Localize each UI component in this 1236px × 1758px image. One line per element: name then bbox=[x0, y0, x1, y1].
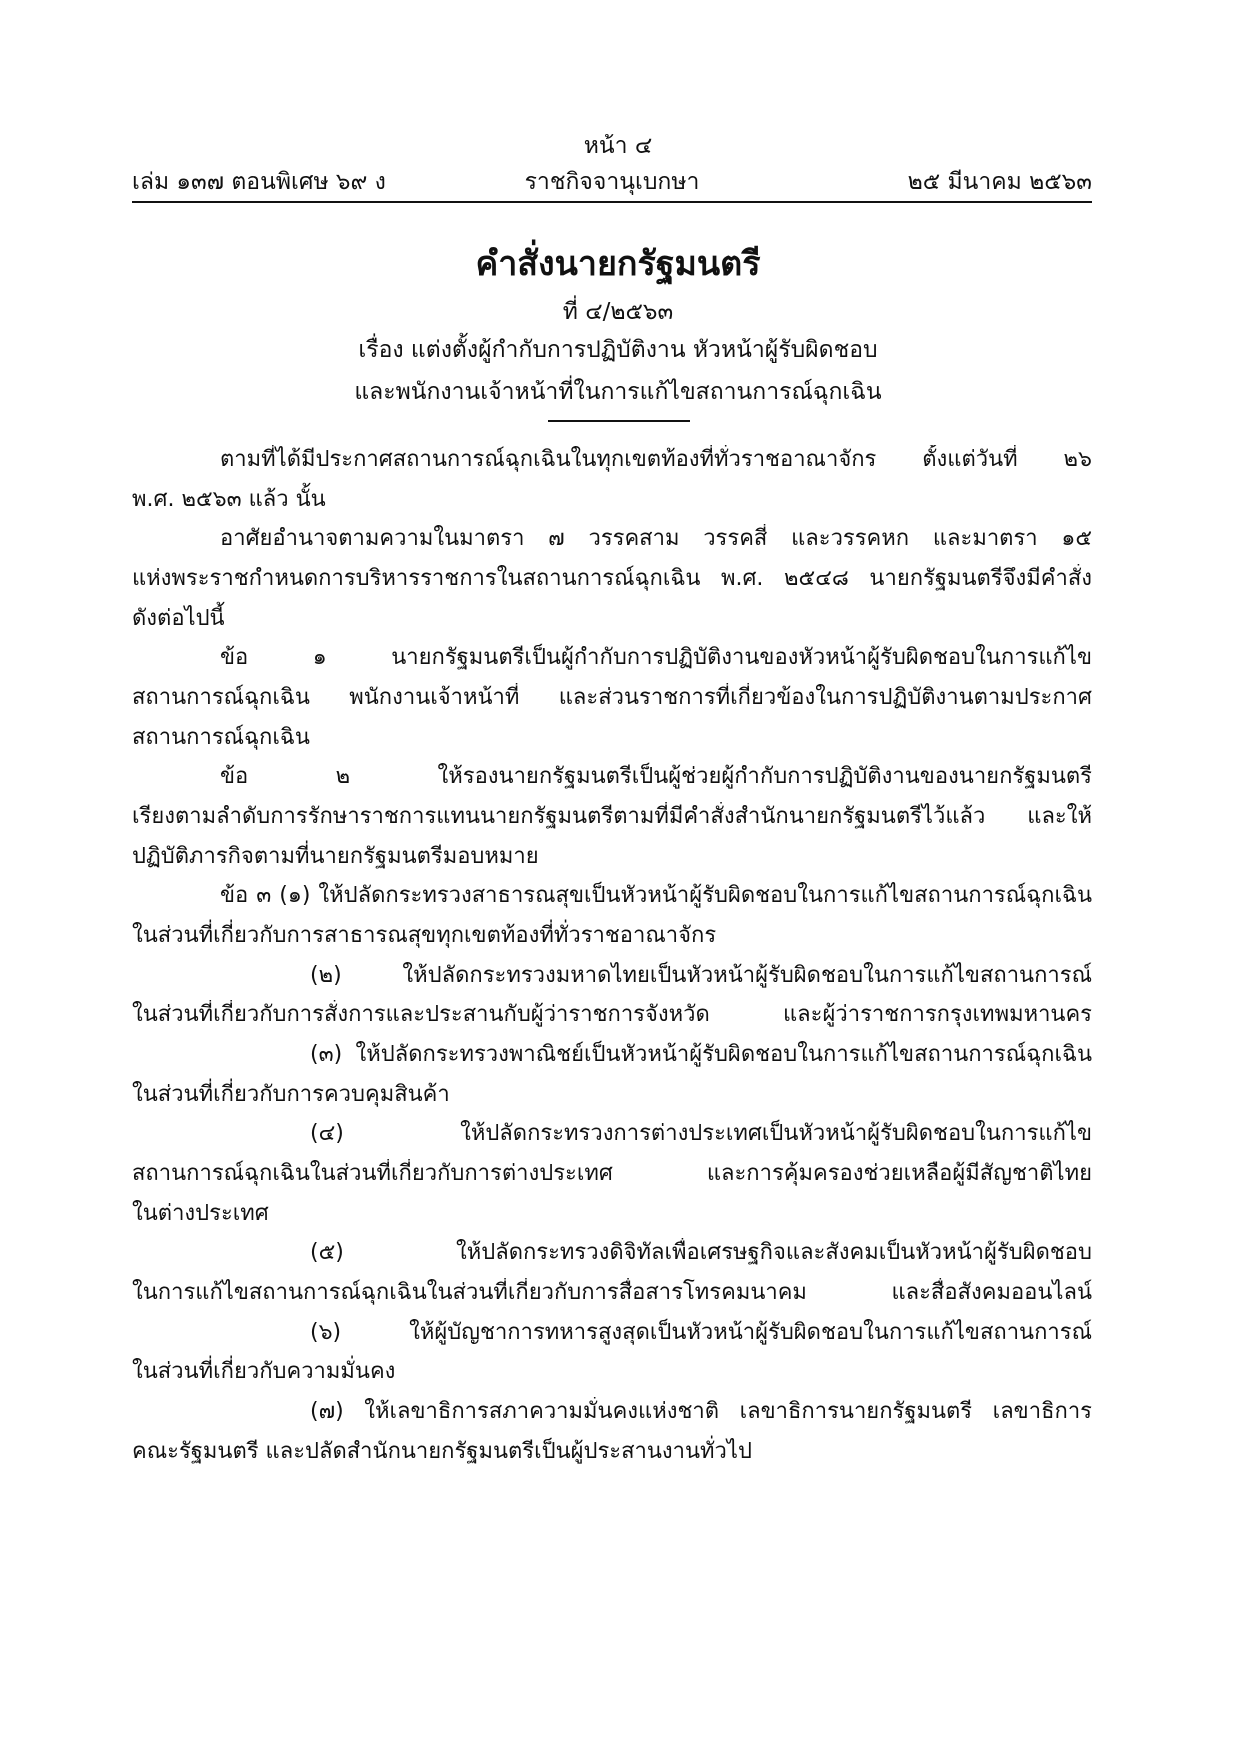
document-title: คำสั่งนายกรัฐมนตรี bbox=[475, 244, 761, 284]
gazette-name: ราชกิจจานุเบกษา bbox=[524, 169, 700, 195]
paragraph-line: ในส่วนที่เกี่ยวกับการสั่งการและประสานกับผู้ว่าราชการจังหวัด และผู้ว่าราชการกรุงเทพมหานคร bbox=[132, 1002, 1092, 1027]
publication-date: ๒๕ มีนาคม ๒๕๖๓ bbox=[907, 169, 1092, 195]
subject-line: เรื่อง แต่งตั้งผู้กำกับการปฏิบัติงาน หัวหน้าผู้รับผิดชอบ bbox=[358, 337, 878, 363]
paragraph-line: เรียงตามลำดับการรักษาราชการแทนนายกรัฐมนตรีตามที่มีคำสั่งสำนักนายกรัฐมนตรีไว้แล้ว และให้ bbox=[132, 804, 1092, 829]
paragraph-line: คณะรัฐมนตรี และปลัดสำนักนายกรัฐมนตรีเป็นผู้ประสานงานทั่วไป bbox=[132, 1439, 752, 1464]
title-divider bbox=[548, 420, 690, 422]
paragraph-line: พ.ศ. ๒๕๖๓ แล้ว นั้น bbox=[132, 487, 326, 512]
volume-info: เล่ม ๑๓๗ ตอนพิเศษ ๖๙ ง bbox=[132, 169, 386, 195]
paragraph-line: ข้อ ๑ นายกรัฐมนตรีเป็นผู้กำกับการปฏิบัติงานของหัวหน้าผู้รับผิดชอบในการแก้ไข bbox=[220, 645, 1092, 670]
subject-line: และพนักงานเจ้าหน้าที่ในการแก้ไขสถานการณ์ฉุกเฉิน bbox=[354, 379, 882, 405]
paragraph-line: ในส่วนที่เกี่ยวกับการควบคุมสินค้า bbox=[132, 1082, 450, 1107]
paragraph-line: (๖) ให้ผู้บัญชาการทหารสูงสุดเป็นหัวหน้าผู้รับผิดชอบในการแก้ไขสถานการณ์ bbox=[310, 1320, 1092, 1345]
paragraph-line: อาศัยอำนาจตามความในมาตรา ๗ วรรคสาม วรรคสี่ และวรรคหก และมาตรา ๑๕ bbox=[220, 526, 1092, 551]
paragraph-line: (๔) ให้ปลัดกระทรวงการต่างประเทศเป็นหัวหน้าผู้รับผิดชอบในการแก้ไข bbox=[310, 1121, 1092, 1146]
paragraph-line: สถานการณ์ฉุกเฉิน bbox=[132, 725, 310, 750]
paragraph-line: แห่งพระราชกำหนดการบริหารราชการในสถานการณ์ฉุกเฉิน พ.ศ. ๒๕๔๘ นายกรัฐมนตรีจึงมีคำสั่ง bbox=[132, 566, 1092, 591]
paragraph-line: (๕) ให้ปลัดกระทรวงดิจิทัลเพื่อเศรษฐกิจและสังคมเป็นหัวหน้าผู้รับผิดชอบ bbox=[310, 1240, 1092, 1265]
paragraph-line: ในส่วนที่เกี่ยวกับความมั่นคง bbox=[132, 1359, 396, 1384]
paragraph-line: (๓) ให้ปลัดกระทรวงพาณิชย์เป็นหัวหน้าผู้รับผิดชอบในการแก้ไขสถานการณ์ฉุกเฉิน bbox=[310, 1042, 1092, 1067]
paragraph-line: ข้อ ๓ (๑) ให้ปลัดกระทรวงสาธารณสุขเป็นหัวหน้าผู้รับผิดชอบในการแก้ไขสถานการณ์ฉุกเฉิน bbox=[220, 883, 1092, 908]
paragraph-line: ดังต่อไปนี้ bbox=[132, 606, 225, 631]
gazette-header bbox=[132, 164, 1092, 194]
paragraph-line: สถานการณ์ฉุกเฉินในส่วนที่เกี่ยวกับการต่างประเทศ และการคุ้มครองช่วยเหลือผู้มีสัญชาติไทย bbox=[132, 1161, 1092, 1186]
paragraph-line: ในส่วนที่เกี่ยวกับการสาธารณสุขทุกเขตท้องที่ทั่วราชอาณาจักร bbox=[132, 923, 717, 948]
paragraph-line: ตามที่ได้มีประกาศสถานการณ์ฉุกเฉินในทุกเขตท้องที่ทั่วราชอาณาจักร ตั้งแต่วันที่ ๒๖ bbox=[220, 447, 1092, 472]
header-divider bbox=[132, 201, 1092, 203]
paragraph-line: ในการแก้ไขสถานการณ์ฉุกเฉินในส่วนที่เกี่ยวกับการสื่อสารโทรคมนาคม และสื่อสังคมออนไลน์ bbox=[132, 1280, 1092, 1305]
paragraph-line: ข้อ ๒ ให้รองนายกรัฐมนตรีเป็นผู้ช่วยผู้กำกับการปฏิบัติงานของนายกรัฐมนตรี bbox=[220, 764, 1092, 789]
paragraph-line: (๗) ให้เลขาธิการสภาความมั่นคงแห่งชาติ เลขาธิการนายกรัฐมนตรี เลขาธิการ bbox=[310, 1399, 1092, 1424]
paragraph-line: (๒) ให้ปลัดกระทรวงมหาดไทยเป็นหัวหน้าผู้รับผิดชอบในการแก้ไขสถานการณ์ bbox=[310, 963, 1092, 988]
order-number: ที่ ๔/๒๕๖๓ bbox=[562, 299, 674, 325]
paragraph-line: สถานการณ์ฉุกเฉิน พนักงานเจ้าหน้าที่ และส่วนราชการที่เกี่ยวข้องในการปฏิบัติงานตามประกาศ bbox=[132, 685, 1092, 710]
page-number: หน้า ๔ bbox=[583, 133, 653, 159]
paragraph-line: ในต่างประเทศ bbox=[132, 1201, 269, 1226]
paragraph-line: ปฏิบัติภารกิจตามที่นายกรัฐมนตรีมอบหมาย bbox=[132, 844, 539, 869]
